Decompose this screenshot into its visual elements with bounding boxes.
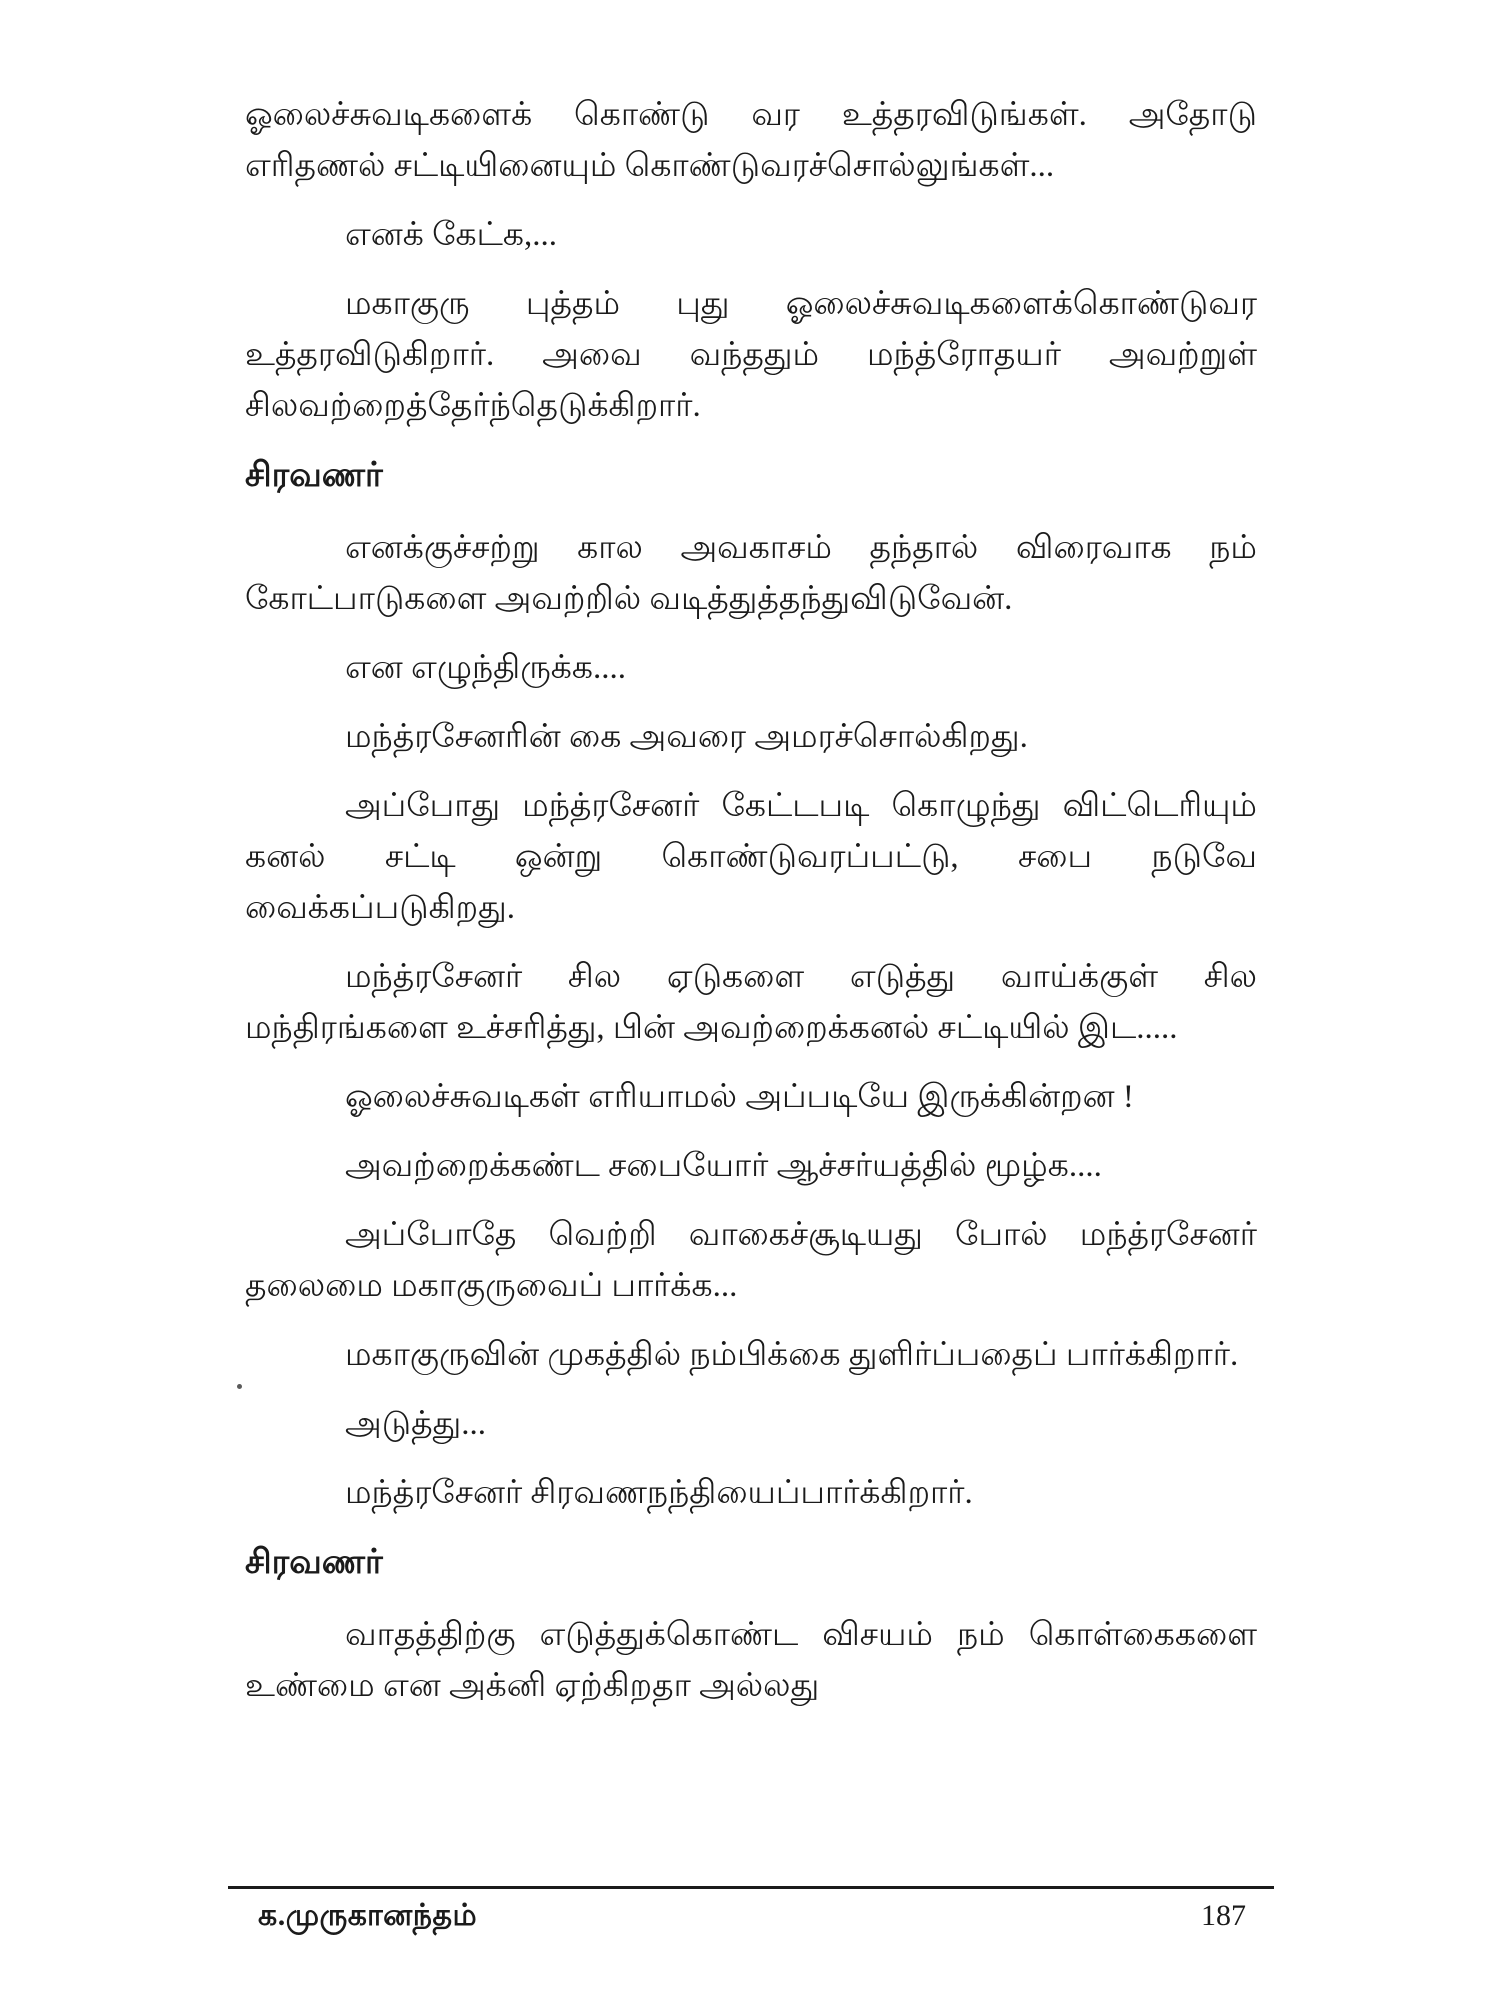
speaker-heading: சிரவணர் [245, 1544, 383, 1581]
footer-row [228, 1889, 1274, 1937]
script-paragraph: அவற்றைக்கண்ட சபையோர் ஆச்சர்யத்தில் மூழ்க.... [345, 1148, 1102, 1184]
script-paragraph: வாதத்திற்கு எடுத்துக்கொண்ட விசயம் நம் கொள்கைகளை உண்மை என அக்னி ஏற்கிறதா அல்லது [245, 1617, 1257, 1704]
script-paragraph: எனக்குச்சற்று கால அவகாசம் தந்தால் விரைவாக நம் கோட்பாடுகளை அவற்றில் வடித்துத்தந்துவிடுவேன். [245, 530, 1257, 617]
script-paragraph: மந்த்ரசேனர் சிரவணநந்தியைப்பார்க்கிறார். [345, 1475, 973, 1511]
script-paragraph: எனக் கேட்க,... [345, 217, 558, 253]
script-paragraph: மகாகுரு புத்தம் புது ஓலைச்சுவடிகளைக்கொண்டுவர உத்தரவிடுகிறார். அவை வந்ததும் மந்த்ரோதயர் அவற்றுள் சிலவற்றைத்தேர்ந்தெடுக்கிறார். [245, 286, 1257, 424]
script-paragraph: அப்போதே வெற்றி வாகைச்சூடியது போல் மந்த்ரசேனர் தலைமை மகாகுருவைப் பார்க்க... [245, 1217, 1257, 1304]
footer-author: க.முருகானந்தம் [258, 1899, 478, 1932]
script-paragraph: மந்த்ரசேனர் சில ஏடுகளை எடுத்து வாய்க்குள் சில மந்திரங்களை உச்சரித்து, பின் அவற்றைக்கனல் சட்டியில் இட..... [245, 959, 1257, 1046]
speaker-heading: சிரவணர் [245, 457, 383, 494]
script-paragraph: ஓலைச்சுவடிகளைக் கொண்டு வர உத்தரவிடுங்கள். அதோடு எரிதணல் சட்டியினையும் கொண்டுவரச்சொல்லுங்கள்... [245, 97, 1257, 184]
script-paragraph: மந்த்ரசேனரின் கை அவரை அமரச்சொல்கிறது. [345, 719, 1028, 755]
script-paragraph: ஓலைச்சுவடிகள் எரியாமல் அப்படியே இருக்கின்றன ! [345, 1079, 1134, 1115]
page-number: 187 [1201, 1899, 1246, 1932]
script-paragraph: என எழுந்திருக்க.... [345, 650, 627, 686]
scan-artifact-dot [237, 1384, 242, 1389]
script-paragraph: அப்போது மந்த்ரசேனர் கேட்டபடி கொழுந்து விட்டெரியும் கனல் சட்டி ஒன்று கொண்டுவரப்பட்டு, சபை நடுவே வைக்கப்படுகிறது. [245, 788, 1257, 926]
page-text-block [245, 90, 1257, 1730]
page-footer [228, 1886, 1274, 1937]
script-paragraph: அடுத்து... [345, 1406, 486, 1442]
script-paragraph: மகாகுருவின் முகத்தில் நம்பிக்கை துளிர்ப்பதைப் பார்க்கிறார். [345, 1337, 1239, 1373]
